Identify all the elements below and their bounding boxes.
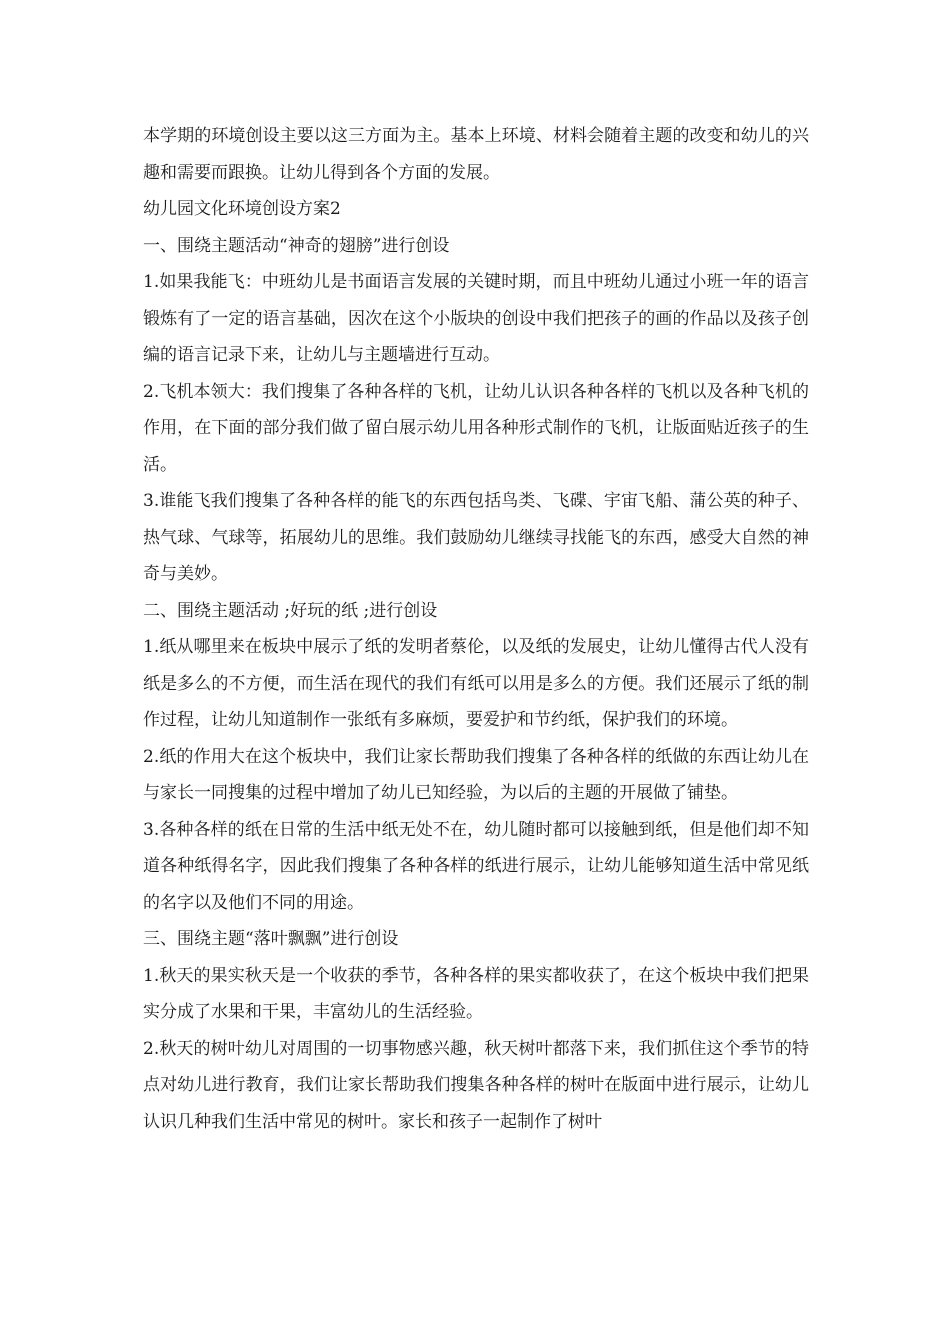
paragraph: 3.谁能飞我们搜集了各种各样的能飞的东西包括鸟类、飞碟、宇宙飞船、蒲公英的种子、热气球、气球等，拓展幼儿的思维。我们鼓励幼儿继续寻找能飞的东西，感受大自然的神奇与美妙。: [143, 491, 809, 584]
section-heading: 一、围绕主题活动“神奇的翅膀”进行创设: [143, 235, 450, 256]
paragraph: 1.如果我能飞：中班幼儿是书面语言发展的关键时期，而且中班幼儿通过小班一年的语言锻炼有了一定的语言基础，因次在这个小版块的创设中我们把孩子的画的作品以及孩子创编的语言记录下来，让幼儿与主题墙进行互动。: [143, 272, 809, 365]
paragraph: 1.纸从哪里来在板块中展示了纸的发明者蔡伦，以及纸的发展史，让幼儿懂得古代人没有纸是多么的不方便，而生活在现代的我们有纸可以用是多么的方便。我们还展示了纸的制作过程，让幼儿知道制作一张纸有多麻烦，要爱护和节约纸，保护我们的环境。: [143, 637, 809, 730]
section-heading: 三、围绕主题“落叶飘飘”进行创设: [143, 929, 399, 949]
paragraph: 2.秋天的树叶幼儿对周围的一切事物感兴趣，秋天树叶都落下来，我们抓住这个季节的特点对幼儿进行教育，我们让家长帮助我们搜集各种各样的树叶在版面中进行展示，让幼儿认识几种我们生活中常见的树叶。家长和孩子一起制作了树叶: [143, 1038, 809, 1132]
section-heading: 幼儿园文化环境创设方案2: [143, 199, 341, 219]
paragraph: 3.各种各样的纸在日常的生活中纸无处不在，幼儿随时都可以接触到纸，但是他们却不知道各种纸得名字，因此我们搜集了各种各样的纸进行展示，让幼儿能够知道生活中常见纸的名字以及他们不同的用途。: [143, 819, 809, 913]
paragraph: 2.纸的作用大在这个板块中，我们让家长帮助我们搜集了各种各样的纸做的东西让幼儿在与家长一同搜集的过程中增加了幼儿已知经验，为以后的主题的开展做了铺垫。: [143, 746, 809, 803]
paragraph: 本学期的环境创设主要以这三方面为主。基本上环境、材料会随着主题的改变和幼儿的兴趣和需要而跟换。让幼儿得到各个方面的发展。: [143, 126, 809, 183]
document-body: [143, 118, 809, 1140]
section-heading: 二、围绕主题活动 ;好玩的纸 ;进行创设: [143, 600, 438, 621]
paragraph: 1.秋天的果实秋天是一个收获的季节，各种各样的果实都收获了，在这个板块中我们把果实分成了水果和干果，丰富幼儿的生活经验。: [143, 965, 809, 1022]
paragraph: 2.飞机本领大：我们搜集了各种各样的飞机，让幼儿认识各种各样的飞机以及各种飞机的作用，在下面的部分我们做了留白展示幼儿用各种形式制作的飞机，让版面贴近孩子的生活。: [143, 381, 809, 475]
